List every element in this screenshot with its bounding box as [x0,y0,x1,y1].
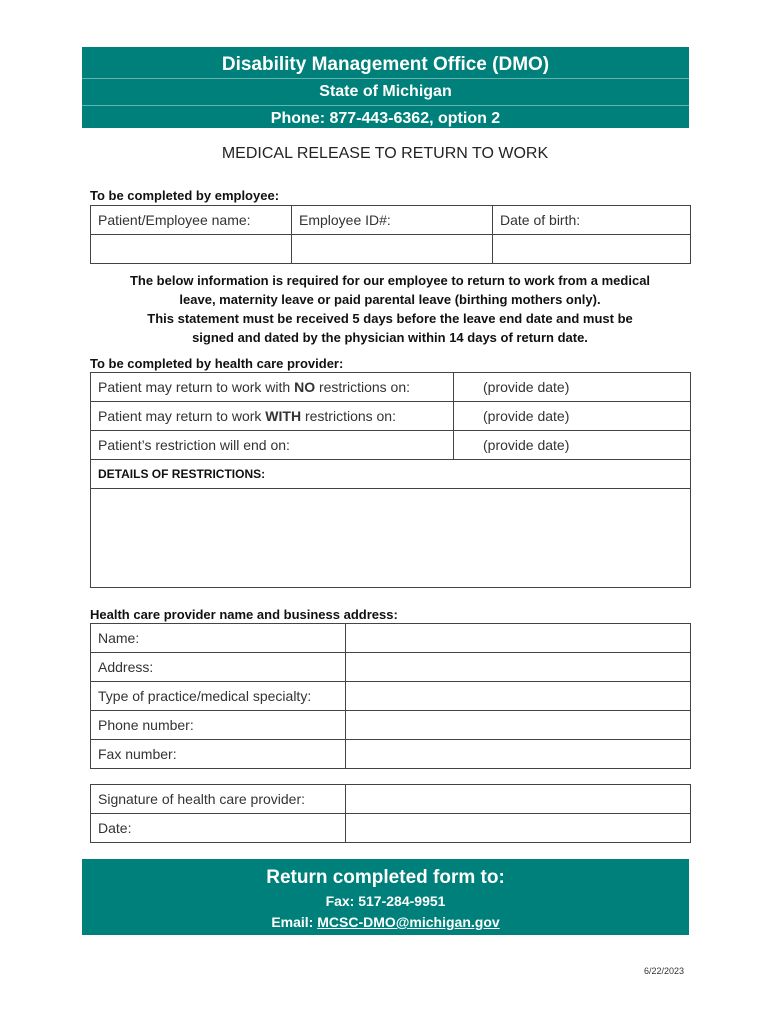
signature-field[interactable] [346,785,691,814]
provider-name-label: Name: [91,624,346,653]
employee-id-field[interactable] [292,235,493,264]
with-restrictions-label [91,402,454,431]
office-title: Disability Management Office (DMO) [221,54,550,75]
phone-field[interactable] [346,711,691,740]
return-email-line [82,911,689,933]
notice-line: The below information is required for our employee to return to work from a medical [129,273,651,288]
employee-id-label: Employee ID#: [292,206,493,235]
label-text: Patient may return to work [98,408,266,424]
provider-name-field[interactable] [346,624,691,653]
signature-date-label: Date: [91,814,346,843]
label-text: Patient may return to work with [98,379,295,395]
notice-line: This statement must be received 5 days before the leave end date and must be [147,311,633,326]
details-heading: DETAILS OF RESTRICTIONS: [91,460,691,489]
date-of-birth-field[interactable] [493,235,691,264]
practice-label: Type of practice/medical specialty: [91,682,346,711]
phone-label: Phone number: [91,711,346,740]
email-label: Email: [271,914,318,930]
label-text: restrictions on: [301,408,396,424]
employee-table [90,205,691,264]
patient-name-label: Patient/Employee name: [91,206,292,235]
with-restrictions-date-field[interactable]: (provide date) [454,402,691,431]
address-section-heading: Health care provider name and business address: [90,607,398,622]
details-field[interactable] [91,489,691,588]
notice-line: leave, maternity leave or paid parental leave (birthing mothers only). [179,292,601,307]
signature-label: Signature of health care provider: [91,785,346,814]
state-name: State of Michigan [319,83,452,100]
provider-section-heading: To be completed by health care provider: [90,356,344,371]
address-field[interactable] [346,653,691,682]
fax-field[interactable] [346,740,691,769]
label-text: restrictions on: [315,379,411,395]
signature-date-field[interactable] [346,814,691,843]
restriction-end-label: Patient’s restriction will end on: [91,431,454,460]
address-label: Address: [91,653,346,682]
header-banner [82,47,689,128]
address-table [90,623,691,769]
notice-line: signed and dated by the physician within 14 days of return date. [192,330,588,345]
email-link[interactable]: MCSC-DMO@michigan.gov [317,914,500,930]
patient-name-field[interactable] [91,235,292,264]
label-emphasis: WITH [265,408,302,424]
fax-label: Fax number: [91,740,346,769]
restriction-end-date-field[interactable]: (provide date) [454,431,691,460]
office-phone: Phone: 877-443-6362, option 2 [270,110,501,127]
form-title: MEDICAL RELEASE TO RETURN TO WORK [221,145,549,162]
no-restrictions-date-field[interactable]: (provide date) [454,373,691,402]
footer-banner [82,859,689,935]
revision-date: 6/22/2023 [643,966,684,976]
provider-table [90,372,691,588]
notice-text [90,271,690,347]
employee-section-heading: To be completed by employee: [90,188,280,203]
no-restrictions-label [91,373,454,402]
signature-table [90,784,691,843]
return-fax: Fax: 517-284-9951 [325,893,446,909]
practice-field[interactable] [346,682,691,711]
date-of-birth-label: Date of birth: [493,206,691,235]
label-emphasis: NO [294,379,316,395]
return-title: Return completed form to: [266,867,505,888]
